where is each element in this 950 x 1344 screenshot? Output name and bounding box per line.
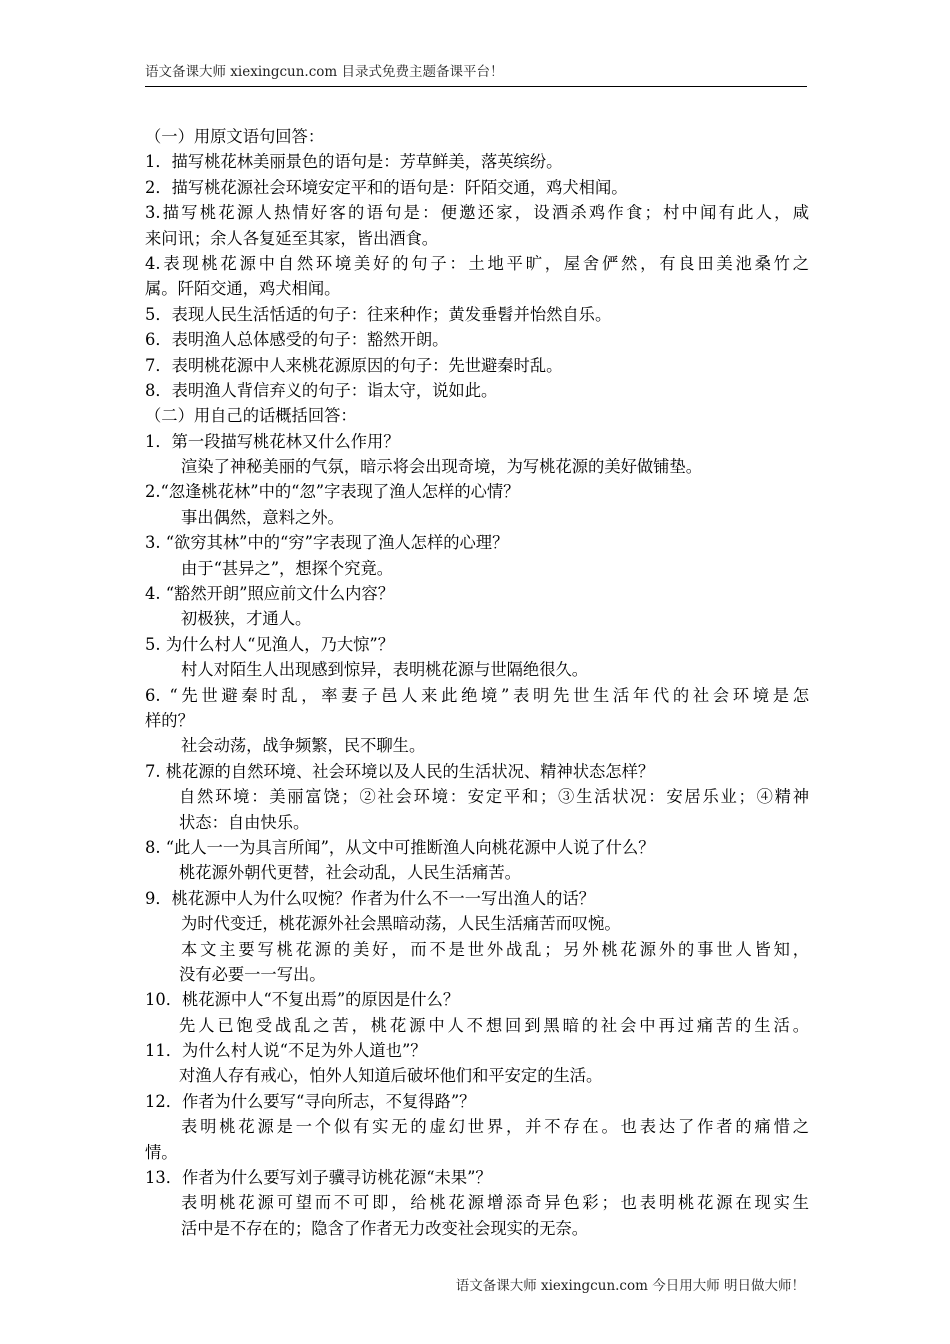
text-line: 自然环境：美丽富饶；②社会环境：安定平和；③生活状况：安居乐业；④精神 [179, 787, 809, 807]
text-line: 活中是不存在的；隐含了作者无力改变社会现实的无奈。 [181, 1218, 589, 1238]
text-line: 3.描写桃花源人热情好客的语句是：便邀还家，设酒杀鸡作食；村中闻有此人，咸 [145, 203, 809, 223]
text-line: 9．桃花源中人为什么叹惋？作者为什么不一一写出渔人的话？ [145, 888, 595, 908]
text-line: 为时代变迁，桃花源外社会黑暗动荡，人民生活痛苦而叹惋。 [181, 914, 621, 934]
text-line: 表明桃花源是一个似有实无的虚幻世界，并不存在。也表达了作者的痛惜之 [181, 1117, 809, 1137]
text-line: 状态：自由快乐。 [179, 812, 310, 832]
text-line: 社会动荡，战争频繁，民不聊生。 [181, 736, 426, 756]
text-line: 7．表明桃花源中人来桃花源原因的句子：先世避秦时乱。 [145, 355, 563, 375]
text-line: 事出偶然，意料之外。 [181, 507, 344, 527]
text-line: 4.表现桃花源中自然环境美好的句子：土地平旷，屋舍俨然，有良田美池桑竹之 [145, 253, 809, 273]
text-line: 3. “欲穷其林”中的“穷”字表现了渔人怎样的心理？ [145, 533, 509, 553]
header-text: 语文备课大师 xiexingcun.com 目录式免费主题备课平台！ [145, 64, 504, 80]
text-line: 6. “先世避秦时乱，率妻子邑人来此绝境”表明先世生活年代的社会环境是怎 [145, 685, 809, 705]
text-line: 情。 [145, 1142, 178, 1162]
text-line: 渲染了神秘美丽的气氛，暗示将会出现奇境，为写桃花源的美好做铺垫。 [181, 457, 703, 477]
text-line: 对渔人存有戒心，怕外人知道后破坏他们和平安定的生活。 [179, 1066, 603, 1086]
text-line: 5．表现人民生活恬适的句子：往来种作；黄发垂髫并怡然自乐。 [145, 304, 612, 324]
text-line: 5. 为什么村人“见渔人，乃大惊”？ [145, 634, 395, 654]
text-line: 11．为什么村人说“不足为外人道也”？ [145, 1041, 427, 1061]
text-line: 2.“忽逢桃花林”中的“忽”字表现了渔人怎样的心情？ [145, 482, 520, 502]
text-line: 属。阡陌交通，鸡犬相闻。 [145, 279, 341, 299]
text-line: 1．第一段描写桃花林又什么作用？ [145, 431, 400, 451]
footer-text: 语文备课大师 xiexingcun.com 今日用大师 明日做大师！ [455, 1278, 805, 1294]
page-footer [456, 1276, 805, 1296]
text-line: 7. 桃花源的自然环境、社会环境以及人民的生活状况、精神状态怎样？ [145, 761, 655, 781]
text-line: 样的？ [145, 710, 194, 730]
text-line: 12．作者为什么要写“寻向所志，不复得路”？ [145, 1091, 476, 1111]
text-line: 8. “此人一一为具言所闻”，从文中可推断渔人向桃花源中人说了什么？ [145, 837, 655, 857]
text-line: 表明桃花源可望而不可即，给桃花源增添奇异色彩；也表明桃花源在现实生 [181, 1193, 809, 1213]
text-line: （二）用自己的话概括回答： [145, 406, 357, 426]
text-line: 13．作者为什么要写刘子骥寻访桃花源“未果”？ [145, 1168, 492, 1188]
page-header [145, 62, 807, 87]
text-line: （一）用原文语句回答： [145, 127, 325, 146]
text-line: 4. “豁然开朗”照应前文什么内容？ [145, 584, 395, 604]
document-body [145, 124, 809, 1241]
text-line: 初极狭，才通人。 [181, 609, 312, 629]
text-line: 没有必要一一写出。 [179, 964, 326, 984]
text-line: 先人已饱受战乱之苦，桃花源中人不想回到黑暗的社会中再过痛苦的生活。 [179, 1015, 809, 1035]
text-line: 村人对陌生人出现感到惊异，表明桃花源与世隔绝很久。 [181, 660, 589, 680]
text-line: 8．表明渔人背信弃义的句子：诣太守，说如此。 [145, 380, 498, 400]
text-line: 由于“甚异之”，想探个究竟。 [181, 558, 394, 578]
text-line: 10．桃花源中人“不复出焉”的原因是什么？ [145, 990, 460, 1010]
text-line: 桃花源外朝代更替，社会动乱，人民生活痛苦。 [179, 863, 521, 883]
text-line: 2．描写桃花源社会环境安定平和的语句是：阡陌交通，鸡犬相闻。 [145, 177, 628, 197]
text-line: 本文主要写桃花源的美好，而不是世外战乱；另外桃花源外的事世人皆知， [181, 939, 809, 959]
text-line: 6．表明渔人总体感受的句子：豁然开朗。 [145, 330, 449, 350]
text-line: 1．描写桃花林美丽景色的语句是：芳草鲜美，落英缤纷。 [145, 152, 563, 172]
text-line: 来问讯；余人各复延至其家，皆出酒食。 [145, 228, 439, 248]
